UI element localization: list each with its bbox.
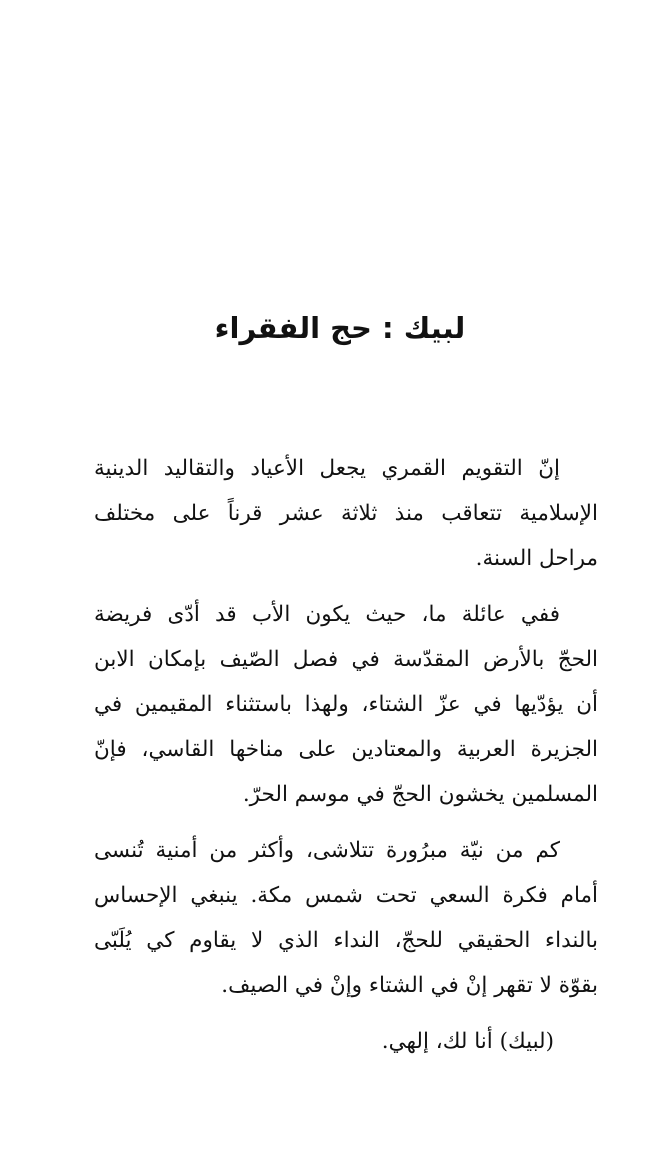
paragraph-2-line-1: ففي عائلة ما، حيث يكون الأب قد أدّى فريضة	[94, 602, 560, 627]
paragraph-3	[94, 828, 598, 1008]
paragraph-3-line-3: بالنداء الحقيقي للحجّ، النداء الذي لا يقاوم كي يُلَبّى	[94, 928, 598, 953]
paragraph-2-line-4: الجزيرة العربية والمعتادين على مناخها القاسي، فإنّ	[94, 737, 598, 762]
body-text	[94, 446, 598, 1075]
paragraph-3-line-4: بقوّة لا تقهر إنْ في الشتاء وإنْ في الصيف.	[221, 973, 598, 998]
paragraph-2-line-3: أن يؤدّيها في عزّ الشتاء، ولهذا باستثناء المقيمين في	[94, 692, 598, 717]
paragraph-4-line-1: (لبيك) أنا لك، إلهي.	[381, 1029, 554, 1054]
paragraph-3-line-2: أمام فكرة السعي تحت شمس مكة. ينبغي الإحساس	[94, 883, 598, 908]
paragraph-2-line-5: المسلمين يخشون الحجّ في موسم الحرّ.	[242, 782, 598, 807]
paragraph-1-line-1: إنّ التقويم القمري يجعل الأعياد والتقاليد الدينية	[94, 456, 560, 481]
paragraph-2	[94, 592, 598, 817]
paragraph-2-line-2: الحجّ بالأرض المقدّسة في فصل الصّيف بإمكان الابن	[94, 647, 598, 672]
paragraph-1-line-3: مراحل السنة.	[475, 546, 598, 571]
paragraph-3-line-1: كم من نيّة مبرُورة تتلاشى، وأكثر من أمنية تُنسى	[94, 838, 560, 863]
paragraph-1	[94, 446, 598, 581]
paragraph-4	[94, 1019, 598, 1064]
chapter-title: لبيك : حج الفقراء	[214, 311, 466, 345]
paragraph-1-line-2: الإسلامية تتعاقب منذ ثلاثة عشر قرناً على مختلف	[94, 501, 598, 526]
